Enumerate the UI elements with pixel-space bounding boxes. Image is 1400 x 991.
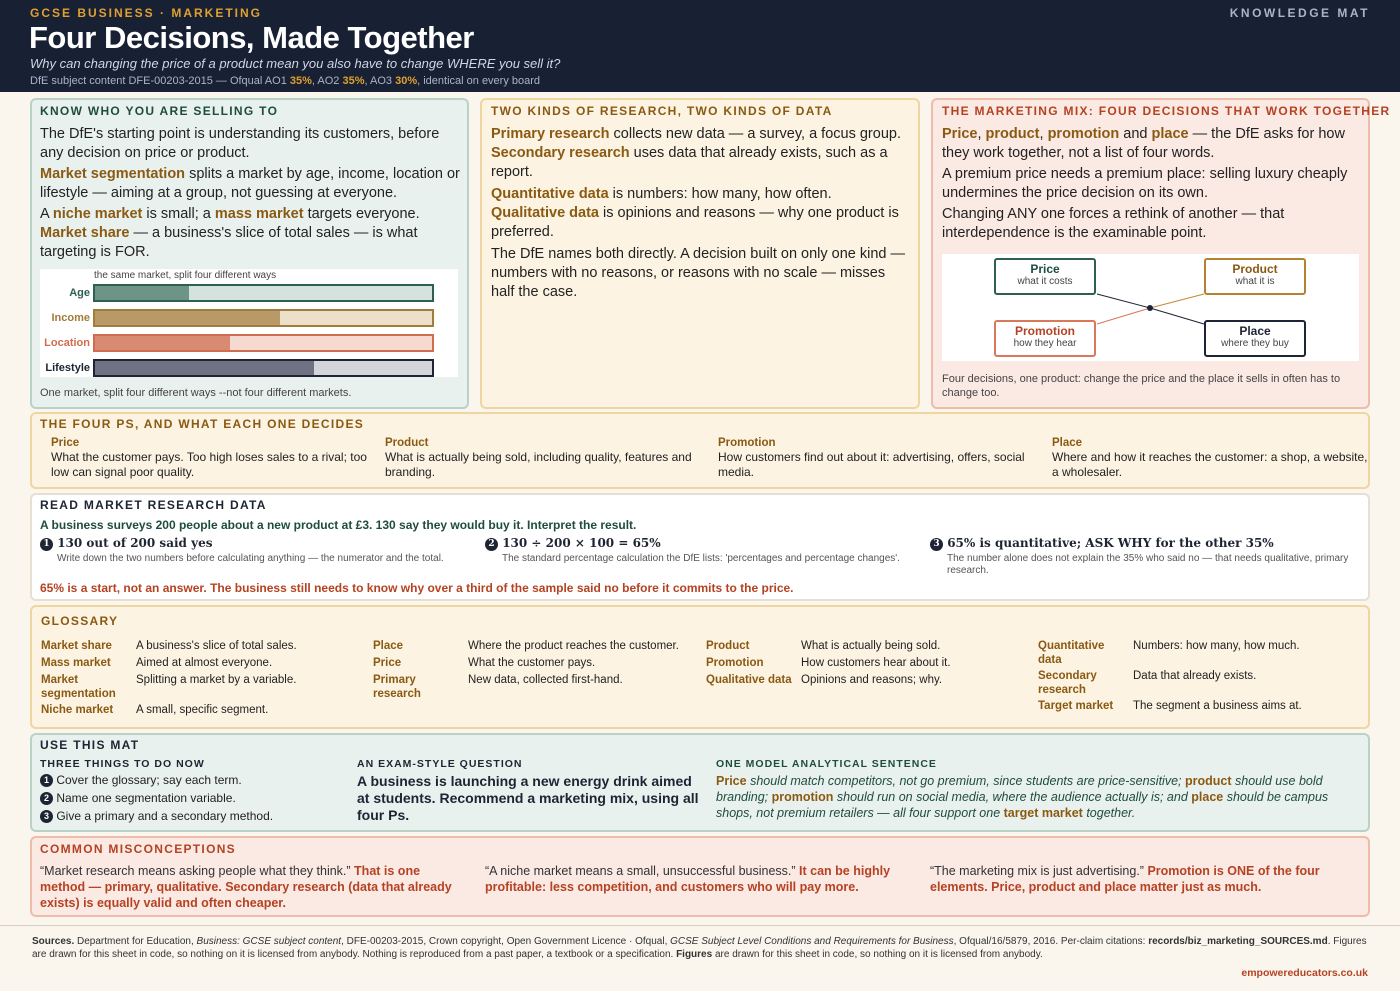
glossary-term: Qualitative data <box>706 674 792 686</box>
glossary-definition: A business's slice of total sales. <box>136 640 297 652</box>
page-subtitle: Why can changing the price of a product mean you also have to change WHERE you sell it? <box>30 56 561 71</box>
read-data-question: A business surveys 200 people about a new product at £3. 130 say they would buy it. Interpret the result. <box>40 518 637 532</box>
selling-caption: One market, split four different ways --not four different markets. <box>40 387 352 399</box>
step-1: 1 130 out of 200 said yes Write down the two numbers before calculating anything — the numerator and the total. <box>40 536 480 565</box>
connector-product <box>1150 294 1204 308</box>
glossary-definition: How customers hear about it. <box>801 657 951 669</box>
footer-site-link[interactable]: empowereducators.co.uk <box>1241 967 1368 979</box>
dfe-line: DfE subject content DFE-00203-2015 — Ofqual AO1 35%, AO2 35%, AO3 30%, identical on every board <box>30 75 541 87</box>
glossary-definition: Numbers: how many, how much. <box>1133 640 1300 652</box>
glossary-definition: Where the product reaches the customer. <box>468 640 679 652</box>
node-place: Place where they buy <box>1204 320 1306 357</box>
segmentation-chart <box>40 269 458 377</box>
bar-label: Income <box>51 312 90 324</box>
mat-label: KNOWLEDGE MAT <box>1229 6 1370 20</box>
glossary-term: Market share <box>41 640 112 652</box>
use-mat-title: USE THIS MAT <box>40 738 140 752</box>
todo-3: 3 Give a primary and a secondary method. <box>40 809 273 823</box>
four-ps-price: Price What the customer pays. Too high loses sales to a rival; too low can signal poor quality. <box>51 437 367 479</box>
glossary-definition: Aimed at almost everyone. <box>136 657 273 669</box>
step-2: 2 130 ÷ 200 × 100 = 65% The standard percentage calculation the DfE lists: 'percentages and percentage changes'. <box>485 536 905 565</box>
misconceptions-title: COMMON MISCONCEPTIONS <box>40 842 236 856</box>
footer-sources: Sources. Department for Education, Business: GCSE subject content, DFE-00203-2015, Crown copyright, Open Government Licence · Ofqual, GCSE Subject Level Conditions and Requirements for Business, Ofqual/16/5879, 2016. Per-claim citations: records/biz_marketing_SOURCES.md. Figures are drawn for this sheet in code, so nothing on it is licensed from anybody. Nothing is reproduced from a past paper, a textbook or a specification. Figures are drawn for this sheet in code, so nothing on it is licensed from anybody. <box>32 936 1367 960</box>
read-data-conclusion: 65% is a start, not an answer. The business still needs to know why over a third of the sample said no before it commits to the price. <box>40 581 794 595</box>
glossary-term: Secondary research <box>1038 670 1097 696</box>
four-ps-product: Product What is actually being sold, including quality, features and branding. <box>385 437 692 479</box>
step-3: 3 65% is quantitative; ASK WHY for the other 35% The number alone does not explain the 35% who said no — that needs qualitative, primary research. <box>930 536 1350 577</box>
todo-2: 2 Name one segmentation variable. <box>40 791 236 805</box>
glossary-term: Place <box>373 640 404 652</box>
node-price: Price what it costs <box>994 258 1096 295</box>
bar-fill <box>95 286 189 300</box>
hub-dot <box>1147 305 1153 311</box>
glossary-term: Primary research <box>373 674 421 700</box>
glossary-term: Market segmentation <box>41 674 116 700</box>
glossary-term: Niche market <box>41 704 114 716</box>
exam-question: A business is launching a new energy drink aimed at students. Recommend a marketing mix, using all four Ps. <box>357 773 699 823</box>
bar-income <box>93 309 434 327</box>
mix-caption: Four decisions, one product: change the price and the place it sells in often has to change too. <box>942 373 1341 399</box>
model-sentence: Price should match competitors, not go premium, since students are price-sensitive; product should use bold branding; promotion should run on social media, where the audience actually is; and place should be campus shops, not premium retailers — all four support one target market together. <box>716 774 1329 820</box>
glossary-term: Price <box>373 657 402 669</box>
glossary-definition: New data, collected first-hand. <box>468 674 623 686</box>
four-ps-title: THE FOUR PS, AND WHAT EACH ONE DECIDES <box>40 417 365 431</box>
glossary-title: GLOSSARY <box>41 614 119 628</box>
read-data-title: READ MARKET RESEARCH DATA <box>40 498 267 512</box>
glossary-definition: The segment a business aims at. <box>1133 700 1302 712</box>
glossary-definition: Data that already exists. <box>1133 670 1257 682</box>
four-ps-place: Place Where and how it reaches the customer: a shop, a website, a wholesaler. <box>1052 437 1368 479</box>
panel-mix-title: THE MARKETING MIX: FOUR DECISIONS THAT WORK TOGETHER <box>942 104 1391 118</box>
bar-fill <box>95 336 230 350</box>
glossary-term: Product <box>706 640 750 652</box>
misconception-2: “A niche market means a small, unsuccessful business.” It can be highly profitable: less competition, and customers who will pay more. <box>485 864 891 894</box>
glossary-definition: Splitting a market by a variable. <box>136 674 297 686</box>
footer-divider <box>0 925 1400 926</box>
bar-lifestyle <box>93 359 434 377</box>
bar-label: Age <box>69 287 90 299</box>
bar-fill <box>95 311 280 325</box>
page-title: Four Decisions, Made Together <box>29 20 474 55</box>
panel-research-title: TWO KINDS OF RESEARCH, TWO KINDS OF DATA <box>491 104 833 118</box>
node-promotion: Promotion how they hear <box>994 320 1096 357</box>
chart-caption: the same market, split four different ways <box>94 270 277 281</box>
glossary-definition: Opinions and reasons; why. <box>801 674 943 686</box>
research-text: Primary research collects new data — a survey, a focus group. Secondary research uses data that already exists, such as a report. Quantitative data is numbers: how many, how often. Qualitative data is opinions and reasons — why one product is preferred. The DfE names both directly. A decision built on only one kind — numbers with no reasons, or reasons with no scale — misses half the case. <box>491 126 906 300</box>
panel-selling-title: KNOW WHO YOU ARE SELLING TO <box>40 104 279 118</box>
node-product: Product what it is <box>1204 258 1306 295</box>
glossary-term: Mass market <box>41 657 111 669</box>
todo-title: THREE THINGS TO DO NOW <box>40 758 205 770</box>
bar-label: Lifestyle <box>45 362 90 374</box>
glossary-definition: What is actually being sold. <box>801 640 941 652</box>
glossary-definition: What the customer pays. <box>468 657 596 669</box>
exam-title: AN EXAM-STYLE QUESTION <box>357 758 523 770</box>
model-title: ONE MODEL ANALYTICAL SENTENCE <box>716 758 937 770</box>
bar-age <box>93 284 434 302</box>
glossary-term: Quantitative data <box>1038 640 1105 666</box>
selling-text: The DfE's starting point is understanding its customers, before any decision on price or product. Market segmentation splits a market by age, income, location or lifestyle — aiming at a group, not guessing at everyone. A niche market is small; a mass market targets everyone. Market share — a business's slice of total sales — is what targeting is FOR. <box>40 126 460 260</box>
mix-diagram <box>942 254 1359 361</box>
bar-label: Location <box>44 337 90 349</box>
glossary-term: Target market <box>1038 700 1114 712</box>
glossary-term: Promotion <box>706 657 764 669</box>
header <box>0 0 1400 92</box>
todo-1: 1 Cover the glossary; say each term. <box>40 773 242 787</box>
connector-promotion <box>1097 308 1150 324</box>
four-ps-promotion: Promotion How customers find out about it: advertising, offers, social media. <box>718 437 1025 479</box>
misconception-1: “Market research means asking people what they think.” That is one method — primary, qualitative. Secondary research (data that already exists) is equally valid and often cheaper. <box>40 864 452 910</box>
connector-place <box>1150 308 1204 324</box>
glossary-definition: A small, specific segment. <box>136 704 269 716</box>
mix-text: Price, product, promotion and place — the DfE asks for how they work together, not a list of four words. A premium price needs a premium place: selling luxury cheaply undermines the price decision on its own. Changing ANY one forces a rethink of another — that interdependence is the examinable point. <box>942 126 1348 241</box>
bar-fill <box>95 361 314 375</box>
header-kicker: GCSE BUSINESS · MARKETING <box>30 6 263 20</box>
misconception-3: “The marketing mix is just advertising.” Promotion is ONE of the four elements. Price, product and place matter just as much. <box>930 864 1320 894</box>
connector-price <box>1097 294 1150 308</box>
bar-location <box>93 334 434 352</box>
